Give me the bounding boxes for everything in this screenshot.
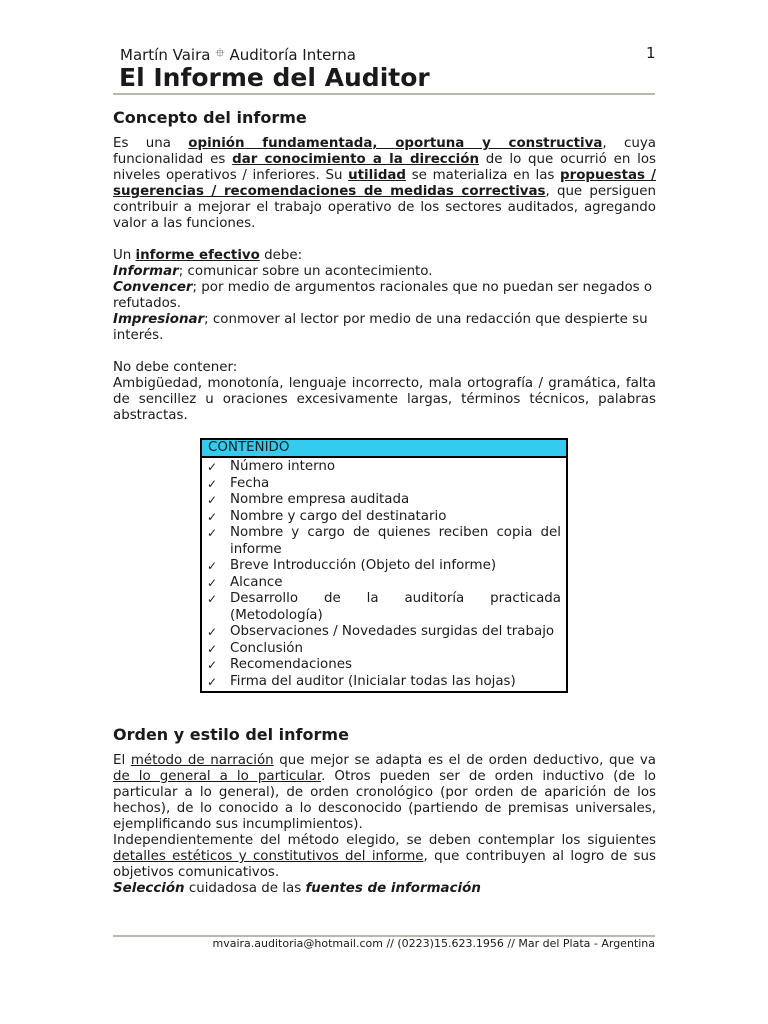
check-icon: ✓ <box>207 641 218 656</box>
list-item-text: Desarrollo de la auditoría practicada (Metodología) <box>230 591 561 623</box>
header-separator-icon: ⯐ <box>215 46 225 60</box>
header-author-line <box>120 44 356 65</box>
text-run: ; conmover al lector por medio de una redacción que despierte su interés. <box>113 312 648 343</box>
contenido-box <box>200 438 568 693</box>
list-item-text: Fecha <box>230 475 270 491</box>
check-icon: ✓ <box>207 493 218 507</box>
underline-detalles: detalles estéticos y constitutivos del informe <box>113 849 424 864</box>
text-run: , que contribuyen al logro de sus objetivos comunicativos. <box>113 849 656 880</box>
list-item <box>207 525 561 558</box>
underline-metodo-narracion: método de narración <box>130 753 274 768</box>
header-department: Auditoría Interna <box>229 45 356 64</box>
list-item <box>207 591 561 624</box>
list-item <box>207 657 561 674</box>
text-run: ; comunicar sobre un acontecimiento. <box>178 264 433 279</box>
emphasis-opinion: opinión fundamentada, oportuna y constructiva <box>188 136 603 151</box>
check-icon: ✓ <box>207 658 218 672</box>
list-item-text: Nombre y cargo del destinatario <box>230 508 447 524</box>
check-icon: ✓ <box>207 526 218 540</box>
emphasis-propuestas: propuestas / sugerencias / recomendaciones de medidas correctivas <box>113 168 656 199</box>
paragraph-seleccion <box>113 881 656 897</box>
emphasis-dar-conocimiento: dar conocimiento a la dirección <box>232 152 480 167</box>
document-title: El Informe del Auditor <box>119 63 430 92</box>
list-item <box>207 575 561 592</box>
item-informar <box>113 264 656 280</box>
label-informar: Informar <box>113 264 179 279</box>
list-item <box>207 459 561 476</box>
item-convencer <box>113 280 656 312</box>
emphasis-informe-efectivo: informe efectivo <box>135 248 260 263</box>
list-item-text: Nombre y cargo de quienes reciben copia del informe <box>230 525 561 557</box>
check-icon: ✓ <box>207 674 218 689</box>
check-icon: ✓ <box>207 625 218 639</box>
list-item <box>207 674 561 691</box>
no-debe-contener-label: No debe contener: <box>113 360 238 375</box>
emphasis-utilidad: utilidad <box>348 168 407 183</box>
list-item <box>207 641 561 658</box>
text-run: ; por medio de argumentos racionales que no puedan ser negados o refutados. <box>113 280 653 311</box>
list-item-text: Breve Introducción (Objeto del informe) <box>230 558 497 573</box>
list-item-text: Alcance <box>230 574 283 590</box>
section-heading-orden: Orden y estilo del informe <box>113 725 349 744</box>
check-icon: ✓ <box>207 476 218 491</box>
header-rule <box>113 93 655 95</box>
header-author: Martín Vaira <box>120 45 211 64</box>
contenido-list <box>202 458 566 691</box>
document-body <box>113 108 656 897</box>
contenido-title: CONTENIDO <box>202 440 566 458</box>
text-run: , que persiguen contribuir a mejorar el trabajo operativo de los sectores auditados, agregando valor a las funciones. <box>113 184 656 231</box>
text-run: Independientemente del método elegido, se deben contemplar los siguientes <box>113 833 656 848</box>
label-seleccion: Selección <box>113 881 185 896</box>
text-run: se materializa en las <box>406 168 561 183</box>
paragraph-metodo <box>113 753 656 833</box>
list-item <box>207 509 561 526</box>
text-run: Un <box>113 248 136 263</box>
text-run: El <box>113 753 131 768</box>
check-icon: ✓ <box>207 509 218 524</box>
list-item-text: Recomendaciones <box>230 657 352 672</box>
list-item <box>207 558 561 575</box>
label-fuentes: fuentes de información <box>305 881 481 896</box>
text-run: de lo que ocurrió en los niveles operativos / inferiores. Su <box>113 152 657 183</box>
section-heading-concepto: Concepto del informe <box>113 108 307 127</box>
text-run: cuidadosa de las <box>184 881 306 896</box>
list-item <box>207 624 561 641</box>
list-item-text: Conclusión <box>230 640 303 656</box>
list-item-text: Número interno <box>230 459 336 474</box>
paragraph-detalles <box>113 833 656 881</box>
paragraph-informe-efectivo <box>113 248 656 264</box>
check-icon: ✓ <box>207 575 218 590</box>
label-convencer: Convencer <box>113 280 193 295</box>
check-icon: ✓ <box>207 460 218 474</box>
underline-general-particular: de lo general a lo particular <box>113 769 322 784</box>
text-run: debe: <box>259 248 303 263</box>
no-debe-contener-text: Ambigüedad, monotonía, lenguaje incorrecto, mala ortografía / gramática, falta de sencillez u oraciones excesivamente largas, términos técnicos, palabras abstractas. <box>113 376 656 423</box>
list-item <box>207 492 561 509</box>
list-item-text: Observaciones / Novedades surgidas del trabajo <box>230 624 555 639</box>
text-run: , cuya funcionalidad es <box>113 136 656 167</box>
paragraph-concepto <box>113 136 656 232</box>
check-icon: ✓ <box>207 592 218 606</box>
check-icon: ✓ <box>207 559 218 573</box>
footer-contact: mvaira.auditoria@hotmail.com // (0223)15.623.1956 // Mar del Plata - Argentina <box>212 937 655 950</box>
text-run: que mejor se adapta es el de orden deductivo, que va <box>273 753 656 768</box>
text-run: Es una <box>113 136 189 151</box>
list-item-text: Firma del auditor (Inicialar todas las hojas) <box>230 673 516 689</box>
text-run: . Otros pueden ser de orden inductivo (de lo particular a lo general), de orden cronológico (por orden de aparición de los hechos), de lo conocido a lo desconocido (partiendo de premisas universales, ejemplificando sus incumplimientos). <box>113 769 656 832</box>
list-item-text: Nombre empresa auditada <box>230 492 410 507</box>
page-number: 1 <box>646 44 656 62</box>
list-item <box>207 476 561 493</box>
label-impresionar: Impresionar <box>113 312 205 327</box>
item-impresionar <box>113 312 656 344</box>
